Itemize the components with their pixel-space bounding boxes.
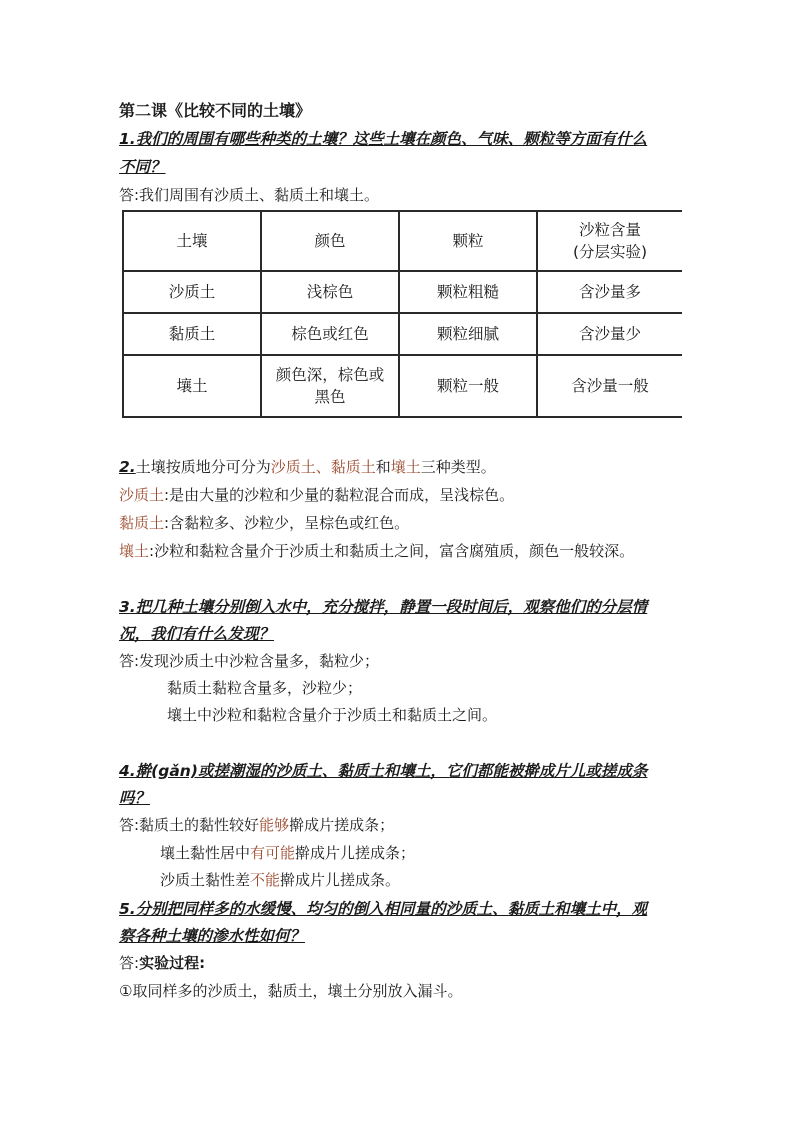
question-4-line-1: 4.擀(gǎn)或搓潮湿的沙质土、黏质土和壤土，它们都能被擀成片儿或搓成条	[119, 762, 648, 780]
question-3-line-1: 3.把几种土壤分别倒入水中，充分搅拌，静置一段时间后，观察他们的分层情	[119, 598, 648, 616]
question-2-number: 2.	[119, 458, 136, 476]
answer-1: 答:我们周围有沙质土、黏质土和壤土。	[119, 186, 380, 204]
answer-4-line-1	[119, 815, 394, 835]
def-text-loam: :沙粒和黏粒含量介于沙质土和黏质土之间，富含腐殖质，颜色一般较深。	[149, 542, 635, 560]
a4-1-a: 答:黏质土的黏性较好	[119, 816, 260, 834]
q2-red-a: 沙质土、黏质土	[270, 458, 376, 476]
definition-sandy	[119, 485, 514, 505]
a4-1-b: 擀成片搓成条；	[289, 816, 395, 834]
header-particle: 颗粒	[399, 211, 537, 271]
lesson-title: 第二课《比较不同的土壤》	[119, 101, 312, 120]
a4-2-b: 擀成片儿搓成条；	[295, 844, 416, 862]
header-sand-content-line-2: (分层实验)	[572, 243, 648, 261]
question-1-line-2: 不同？	[119, 158, 166, 176]
cell-soil: 壤土	[123, 355, 261, 417]
answer-4-line-3	[160, 870, 400, 890]
question-3-line-2: 况，我们有什么发现？	[119, 625, 275, 643]
cell-color	[261, 355, 399, 417]
a4-1-red: 能够	[259, 816, 290, 834]
header-color: 颜色	[261, 211, 399, 271]
a4-3-a: 沙质土黏性差	[160, 871, 251, 889]
cell-soil: 黏质土	[123, 313, 261, 355]
answer-4-line-2	[160, 843, 415, 863]
header-sand-content	[537, 211, 682, 271]
cell-color: 浅棕色	[261, 271, 399, 313]
table-row	[123, 271, 682, 313]
answer-5-label	[119, 953, 205, 973]
cell-color: 棕色或红色	[261, 313, 399, 355]
q2-text-a: 土壤按质地分可分为	[135, 458, 271, 476]
question-1-line-1: 1.我们的周围有哪些种类的土壤？这些土壤在颜色、气味、颗粒等方面有什么	[119, 130, 648, 148]
a4-3-red: 不能	[250, 871, 281, 889]
a4-2-red: 有可能	[250, 844, 296, 862]
cell-sand-content: 含沙量多	[537, 271, 682, 313]
table-row	[123, 355, 682, 417]
def-text-clay: :含黏粒多、沙粒少，呈棕色或红色。	[164, 514, 410, 532]
def-term-loam: 壤土	[119, 542, 150, 560]
q2-text-c: 三种类型。	[420, 458, 496, 476]
question-5-line-1: 5.分别把同样多的水缓慢、均匀的倒入相同量的沙质土、黏质土和壤土中，观	[119, 900, 648, 918]
soil-comparison-table	[122, 210, 682, 418]
cell-particle: 颗粒细腻	[399, 313, 537, 355]
answer-3-line-2: 黏质土黏粒含量多，沙粒少；	[167, 679, 363, 697]
a5-process: 实验过程:	[139, 954, 206, 972]
definition-clay	[119, 513, 409, 533]
table-header-row	[123, 211, 682, 271]
cell-particle: 颗粒粗糙	[399, 271, 537, 313]
cell-particle: 颗粒一般	[399, 355, 537, 417]
def-term-sandy: 沙质土	[119, 486, 165, 504]
def-term-clay: 黏质土	[119, 514, 165, 532]
question-4-line-2: 吗？	[119, 789, 151, 807]
a5-label: 答:	[119, 954, 140, 972]
cell-color-line-1: 颜色深，棕色或	[275, 366, 385, 384]
table-row	[123, 313, 682, 355]
header-sand-content-line-1: 沙粒含量	[578, 221, 641, 239]
answer-3-line-1: 答:发现沙质土中沙粒含量多，黏粒少；	[119, 652, 380, 670]
cell-sand-content: 含沙量少	[537, 313, 682, 355]
definition-loam	[119, 541, 634, 561]
answer-3-line-3: 壤土中沙粒和黏粒含量介于沙质土和黏质土之间。	[167, 706, 498, 724]
cell-sand-content: 含沙量一般	[537, 355, 682, 417]
a4-3-b: 擀成片儿搓成条。	[280, 871, 401, 889]
q2-red-b: 壤土	[390, 458, 421, 476]
def-text-sandy: :是由大量的沙粒和少量的黏粒混合而成，呈浅棕色。	[164, 486, 515, 504]
cell-soil: 沙质土	[123, 271, 261, 313]
answer-5-step-1: ①取同样多的沙质土，黏质土，壤土分别放入漏斗。	[119, 982, 463, 1000]
question-2-line	[119, 457, 496, 477]
q2-text-b: 和	[375, 458, 391, 476]
a4-2-a: 壤土黏性居中	[160, 844, 251, 862]
cell-color-line-2: 黑色	[314, 388, 346, 406]
header-soil: 土壤	[123, 211, 261, 271]
question-5-line-2: 察各种土壤的渗水性如何？	[119, 927, 306, 945]
